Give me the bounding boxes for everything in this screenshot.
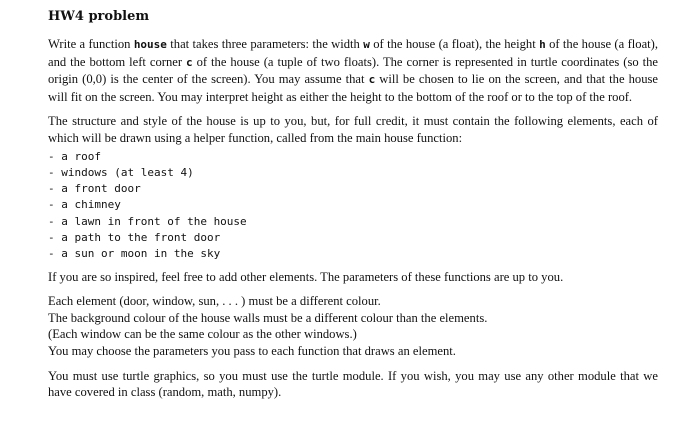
- page-title: HW4 problem: [48, 9, 150, 24]
- list-item: - a sun or moon in the sky: [48, 247, 221, 261]
- intro-text-4: of the house (a float), and the bottom left corner: [48, 37, 658, 69]
- param-w: w: [363, 38, 370, 51]
- intro-text-3: of the house (a float), the height: [369, 37, 540, 51]
- param-c-again: c: [368, 73, 376, 87]
- rule-line: (Each window can be the same colour as the other windows.): [48, 327, 357, 342]
- intro-text-6: will be chosen to lie on the screen, and that the house will fit on the screen. You may interpret height as either the height to the bottom of the roof or to the top of the roof.: [48, 72, 658, 104]
- rule-line: You may choose the parameters you pass to each function that draws an element.: [48, 344, 456, 359]
- assignment-document: [48, 8, 658, 409]
- param-h: h: [539, 38, 546, 51]
- list-item: - a roof: [48, 149, 101, 163]
- intro-text-5: of the house (a tuple of two floats). The corner is represented in turtle coordinates (so the origin (0,0) is the center of the screen). You may assume that: [48, 54, 658, 87]
- structure-paragraph: The structure and style of the house is up to you, but, for full credit, it must contain the following elements, each of which will be drawn using a helper function, called from the main house function:: [48, 114, 658, 145]
- function-name: house: [133, 38, 167, 51]
- list-item: - a lawn in front of the house: [48, 214, 247, 228]
- list-item: - a chimney: [48, 198, 121, 212]
- required-elements-list: [48, 149, 658, 263]
- inspired-paragraph: If you are so inspired, feel free to add other elements. The parameters of these functions are up to you.: [48, 269, 564, 284]
- list-item: - a path to the front door: [48, 231, 221, 245]
- colour-rules: [48, 293, 658, 359]
- rule-line: The background colour of the house walls must be a different colour than the elements.: [48, 310, 488, 325]
- rule-line: Each element (door, window, sun, . . . ) must be a different colour.: [48, 294, 381, 309]
- list-item: - windows (at least 4): [48, 165, 194, 179]
- intro-text-2: that takes three parameters: the width: [166, 37, 364, 51]
- intro-paragraph: [48, 36, 658, 105]
- final-paragraph: You must use turtle graphics, so you must use the turtle module. If you wish, you may use any other module that we have covered in class (random, math, numpy).: [48, 368, 658, 400]
- param-c: c: [186, 55, 193, 69]
- list-item: - a front door: [48, 182, 141, 196]
- intro-text-1: Write a function: [48, 37, 134, 51]
